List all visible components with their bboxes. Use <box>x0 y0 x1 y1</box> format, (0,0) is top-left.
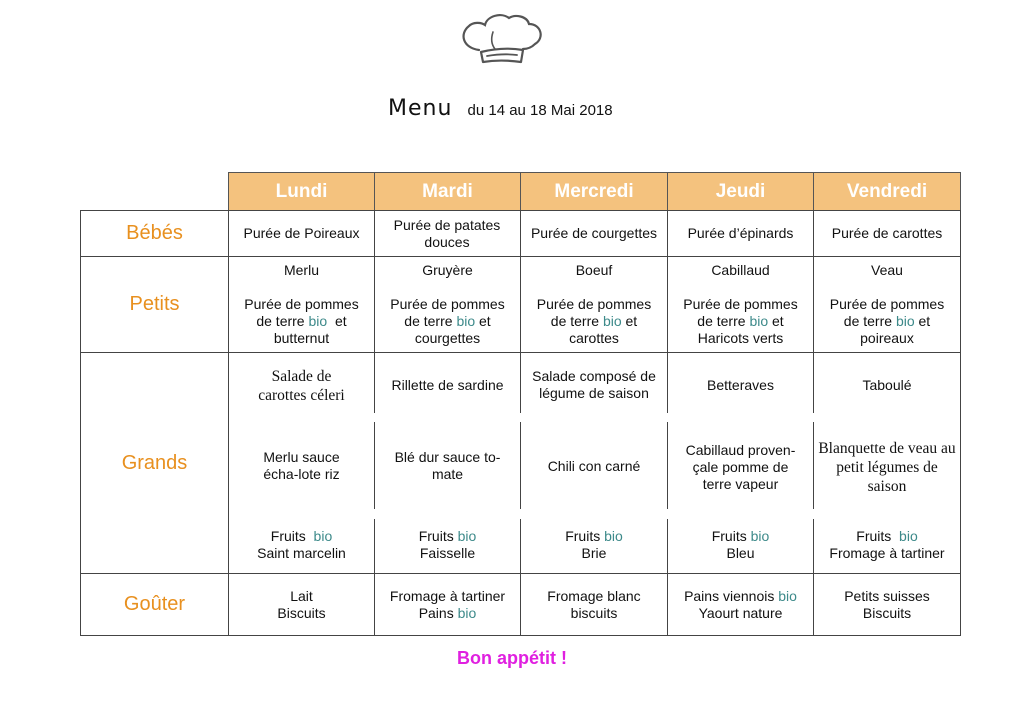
petits-puree-line1: Purée de pommes <box>683 296 798 312</box>
petits-puree-line3: carottes <box>569 330 619 346</box>
grands-dessert-lundi <box>229 527 374 563</box>
gouter-mardi <box>375 574 520 635</box>
bio-label: bio <box>308 313 328 329</box>
petits-puree-line2: de terre bio et <box>697 313 784 329</box>
grands-entree-lundi: Salade de carottes céleri <box>258 368 345 404</box>
petits-main: Veau <box>871 262 903 278</box>
grands-entree-mardi: Rillette de sardine <box>391 376 504 393</box>
gouter-line1: Pains viennois <box>684 587 775 604</box>
bio-label: bio <box>899 528 918 544</box>
petits-mercredi <box>521 257 667 352</box>
gouter-line1: Lait <box>290 587 313 604</box>
chef-hat-icon <box>457 12 543 66</box>
gouter-lundi <box>229 574 374 635</box>
dessert-fromage: Brie <box>581 545 607 561</box>
bio-label: bio <box>749 313 769 329</box>
petits-puree-line1: Purée de pommes <box>829 296 945 312</box>
page-title <box>388 96 613 121</box>
gouter-line2: biscuits <box>570 604 618 621</box>
bebes-jeudi: Purée d’épinards <box>687 225 794 241</box>
petits-puree-line1: Purée de pommes <box>536 296 652 312</box>
gouter-line1: Fromage à tartiner <box>389 587 506 604</box>
bio-label: bio <box>778 587 797 604</box>
dessert-fromage: Faisselle <box>419 545 476 561</box>
row-label-bebes: Bébés <box>126 222 183 244</box>
gouter-line1: Petits suisses <box>844 587 930 604</box>
grands-entree-jeudi: Betteraves <box>707 376 774 393</box>
petits-vendredi <box>814 257 960 352</box>
petits-puree-line1: Purée de pommes <box>244 296 359 312</box>
grands-entree-mercredi: Salade composé de légume de saison <box>532 368 656 401</box>
grands-plat-mardi: Blé dur sauce to-mate <box>394 449 501 482</box>
bebes-vendredi: Purée de carottes <box>831 225 943 241</box>
menu-title: Menu <box>388 96 453 121</box>
bio-label: bio <box>602 313 622 329</box>
gouter-line1: Fromage blanc <box>547 587 641 604</box>
day-header-jeudi: Jeudi <box>667 172 814 211</box>
gouter-vendredi <box>814 574 960 635</box>
row-label-gouter: Goûter <box>123 593 186 615</box>
bio-label: bio <box>313 528 333 544</box>
grands-plat-vendredi: Blanquette de veau au petit légumes de saison <box>818 439 956 495</box>
bebes-lundi: Purée de Poireaux <box>243 225 360 241</box>
petits-puree-line3: butternut <box>273 330 330 346</box>
gouter-line2: Biscuits <box>862 604 912 621</box>
bio-label: bio <box>895 313 915 329</box>
grands-plat-lundi: Merlu sauce écha-lote riz <box>263 449 340 482</box>
dessert-fromage: Bleu <box>726 545 755 561</box>
day-header-lundi: Lundi <box>228 172 375 211</box>
grands-dessert-jeudi <box>668 527 813 563</box>
petits-main: Boeuf <box>575 262 613 278</box>
petits-puree-line2: de terre bio et <box>404 313 491 329</box>
bio-label: bio <box>457 528 477 544</box>
day-header-mercredi: Mercredi <box>520 172 668 211</box>
grands-plat-mercredi: Chili con carné <box>547 457 641 474</box>
gouter-line2: Yaourt nature <box>698 604 783 621</box>
grands-dessert-vendredi <box>814 527 960 563</box>
dessert-fruits: Fruits <box>270 528 306 544</box>
gouter-mercredi <box>521 574 667 635</box>
day-header-vendredi: Vendredi <box>813 172 961 211</box>
menu-dates: du 14 au 18 Mai 2018 <box>467 102 613 119</box>
dessert-fromage: Saint marcelin <box>257 545 346 561</box>
day-header-mardi: Mardi <box>374 172 521 211</box>
grands-plat-jeudi: Cabillaud proven-çale pomme de terre vapeur <box>685 441 796 492</box>
petits-main: Cabillaud <box>711 262 770 278</box>
petits-puree-line3: Haricots verts <box>697 330 784 346</box>
bio-label: bio <box>456 313 476 329</box>
dessert-fruits: Fruits <box>711 528 747 544</box>
bebes-mardi: Purée de patates douces <box>393 216 501 250</box>
petits-puree-line3: courgettes <box>414 330 481 346</box>
gouter-line2: Pains <box>418 604 454 621</box>
petits-jeudi <box>668 257 813 352</box>
dessert-fruits: Fruits <box>418 528 454 544</box>
petits-main: Gruyère <box>422 262 473 278</box>
bio-label: bio <box>750 528 770 544</box>
petits-mardi <box>375 257 520 352</box>
petits-puree-line2: de terre bio et <box>843 313 931 329</box>
petits-main: Merlu <box>283 262 319 278</box>
bio-label: bio <box>604 528 623 544</box>
petits-puree-line3: poireaux <box>860 330 914 346</box>
row-label-petits: Petits <box>129 293 180 315</box>
petits-puree-line1: Purée de pommes <box>390 296 505 312</box>
dessert-fromage: Fromage à tartiner <box>829 545 945 561</box>
dessert-fruits: Fruits <box>565 528 601 544</box>
petits-puree-line2: de terre bio et <box>550 313 638 329</box>
row-label-grands: Grands <box>121 451 188 474</box>
grands-dessert-mercredi <box>521 527 667 563</box>
grands-entree-vendredi: Taboulé <box>862 376 912 393</box>
grands-dessert-mardi <box>375 527 520 563</box>
gouter-line2: Biscuits <box>277 604 326 621</box>
petits-puree-line2: de terre bio et <box>256 313 347 329</box>
petits-lundi <box>229 257 374 352</box>
bio-label: bio <box>457 604 477 621</box>
bebes-mercredi: Purée de courgettes <box>530 225 658 241</box>
bon-appetit-footer: Bon appétit ! <box>457 648 567 668</box>
dessert-fruits: Fruits <box>856 528 892 544</box>
gouter-jeudi <box>668 574 813 635</box>
